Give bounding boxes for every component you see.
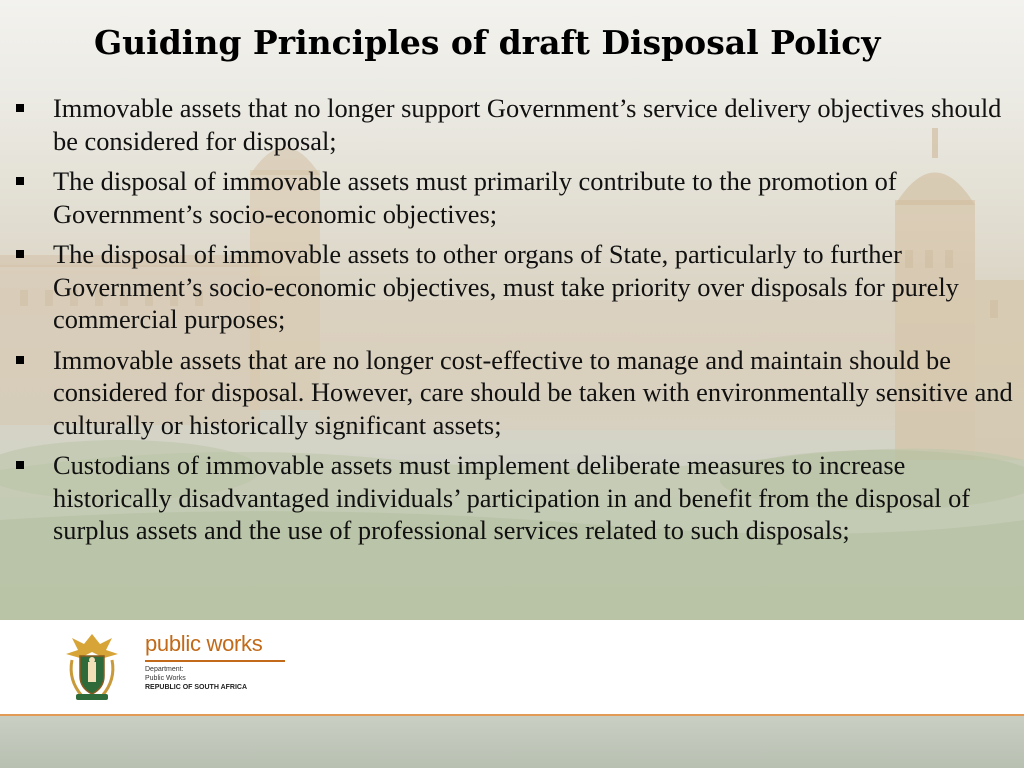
footer-band — [0, 716, 1024, 768]
bullet-item — [14, 92, 1018, 157]
slide-title: Guiding Principles of draft Disposal Policy — [94, 23, 881, 62]
bullet-item — [14, 165, 1018, 230]
bullet-text: The disposal of immovable assets to other organs of State, particularly to further Government’s socio-economic objectives, must take priority over disposals for purely commercial purposes; — [53, 239, 959, 334]
bullet-text: Immovable assets that no longer support Government’s service delivery objectives should be considered for disposal; — [53, 93, 1002, 156]
bullet-list — [14, 92, 1018, 555]
square-bullet-icon — [16, 104, 24, 112]
public-works-logo — [145, 630, 305, 692]
bullet-item — [14, 344, 1018, 442]
logo-country: REPUBLIC OF SOUTH AFRICA — [145, 684, 248, 691]
bullet-item — [14, 238, 1018, 336]
logo-divider — [145, 660, 285, 662]
bullet-text: The disposal of immovable assets must primarily contribute to the promotion of Government’s socio-economic objectives; — [53, 166, 897, 229]
square-bullet-icon — [16, 356, 24, 364]
square-bullet-icon — [16, 461, 24, 469]
coat-of-arms-icon — [62, 630, 122, 702]
square-bullet-icon — [16, 177, 24, 185]
square-bullet-icon — [16, 250, 24, 258]
logo-department-label: Department: — [145, 666, 184, 673]
bullet-text: Custodians of immovable assets must implement deliberate measures to increase historically disadvantaged individuals’ participation in and benefit from the disposal of surplus assets and the use of professional services related to such disposals; — [53, 450, 971, 545]
bullet-text: Immovable assets that are no longer cost-effective to manage and maintain should be considered for disposal. However, care should be taken with environmentally sensitive and culturally or historically significant assets; — [53, 344, 1013, 440]
bullet-item — [14, 449, 1018, 547]
logo-title: public works — [145, 631, 263, 656]
logo-department-name: Public Works — [145, 675, 186, 682]
